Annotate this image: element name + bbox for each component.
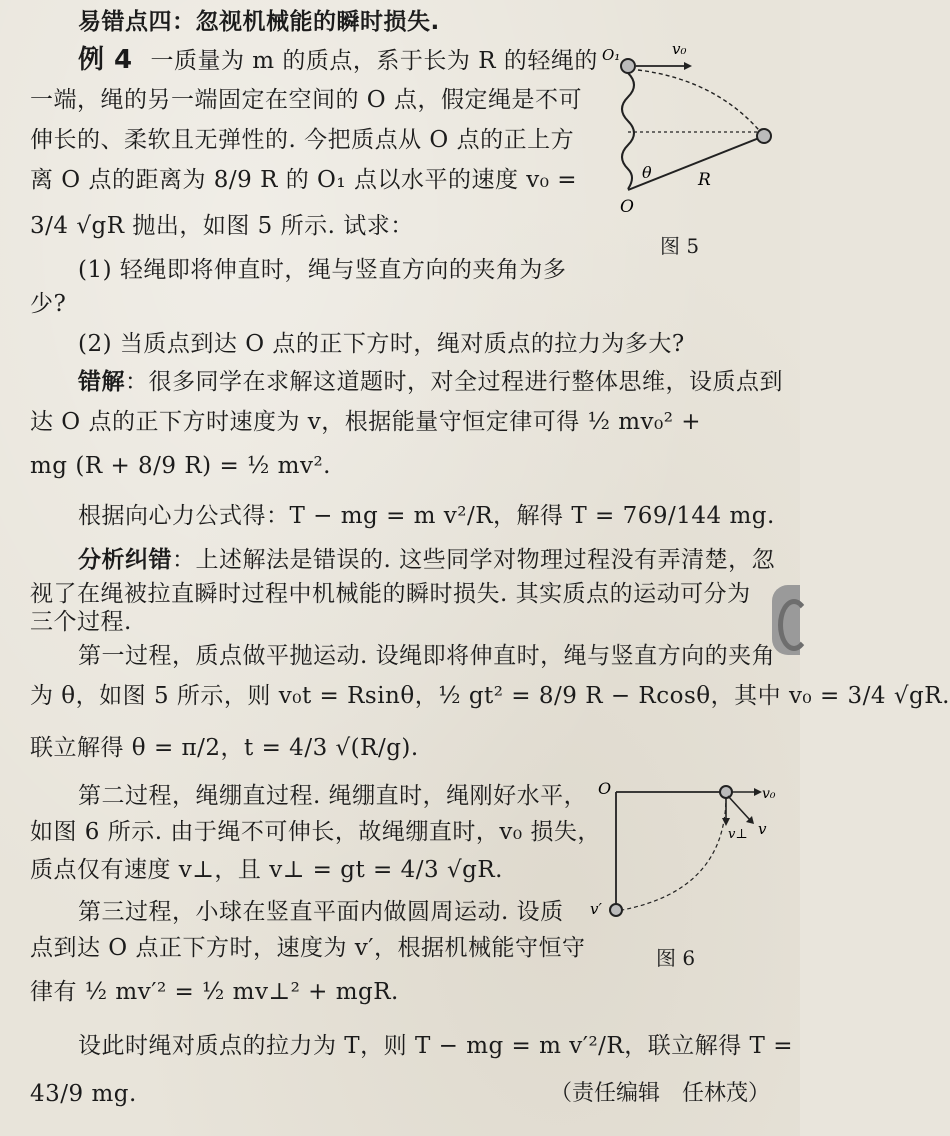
problem-line-4: 离 O 点的距离为 8/9 R 的 O₁ 点以水平的速度 v₀ = [30,167,578,193]
fig5-trajectory [638,70,764,136]
section-heading: 易错点四：忽视机械能的瞬时损失. [78,9,440,35]
fig5-start-point [621,59,635,73]
problem-line-2: 一端，绳的另一端固定在空间的 O 点，假定绳是不可 [30,87,582,113]
analysis-line-4: 第一过程，质点做平抛运动. 设绳即将伸直时，绳与竖直方向的夹角 [78,643,776,669]
svg-text:v′: v′ [590,900,602,918]
analysis-line-7: 第二过程，绳绷直过程. 绳绷直时，绳刚好水平， [78,783,588,809]
svg-text:θ: θ [642,163,652,182]
example-label: 例 4 [78,45,133,75]
svg-text:O₁: O₁ [602,46,621,64]
analysis-line-12: 律有 ½ mv′² = ½ mv⊥² + mgR. [30,979,399,1005]
analysis-line-11: 点到达 O 点正下方时，速度为 v′，根据机械能守恒守 [30,935,586,961]
figure-5-diagram [598,40,788,220]
analysis-line-2: 视了在绳被拉直瞬时过程中机械能的瞬时损失. 其实质点的运动可分为 [30,581,751,607]
wrong-solution-label: 错解 [78,369,125,395]
editor-credit: （责任编辑 任林茂） [549,1081,770,1106]
question-1-line-2: 少? [30,291,67,317]
svg-text:v⊥: v⊥ [728,827,748,842]
fig5-wavy-line [622,73,634,189]
fig5-mass [757,129,771,143]
question-2: (2) 当质点到达 O 点的正下方时，绳对质点的拉力为多大? [78,331,685,357]
wrong-solution-line-2: 达 O 点的正下方时速度为 v，根据能量守恒定律可得 ½ mv₀² + [30,409,702,435]
fig6-mass-top [720,786,732,798]
figure-5-caption: 图 5 [660,234,700,258]
wrong-solution-line-3: mg (R + 8/9 R) = ½ mv². [30,453,331,479]
analysis-line-9: 质点仅有速度 v⊥，且 v⊥ = gt = 4/3 √gR. [30,857,503,883]
svg-text:v₀: v₀ [762,786,776,802]
analysis-label: 分析纠错 [78,547,172,573]
question-1-line-1: (1) 轻绳即将伸直时，绳与竖直方向的夹角为多 [78,257,567,283]
analysis-line-8: 如图 6 所示. 由于绳不可伸长，故绳绷直时，v₀ 损失， [30,819,601,845]
svg-text:O: O [598,779,612,798]
problem-line-5: 3/4 √gR 抛出，如图 5 所示. 试求： [30,213,414,239]
page-edge-tab [772,585,800,655]
analysis-line-5: 为 θ，如图 5 所示，则 v₀t = Rsinθ，½ gt² = 8/9 R − Rcosθ，其中 v₀ = 3/4 √gR. [30,683,950,709]
analysis-line-10: 第三过程，小球在竖直平面内做圆周运动. 设质 [78,899,564,925]
svg-text:v₀: v₀ [672,40,687,58]
problem-line-3: 伸长的、柔软且无弹性的. 今把质点从 O 点的正上方 [30,127,575,153]
figure-6-diagram [586,780,786,930]
analysis-line-6: 联立解得 θ = π/2，t = 4/3 √(R/g). [30,735,419,761]
analysis-line-3: 三个过程. [30,609,132,635]
wrong-solution-line-4: 根据向心力公式得：T − mg = m v²/R，解得 T = 769/144 mg. [78,503,775,529]
analysis-line-1: 分析纠错：上述解法是错误的. 这些同学对物理过程没有弄清楚，忽 [78,547,776,573]
svg-text:v: v [758,820,767,838]
analysis-line-13: 设此时绳对质点的拉力为 T，则 T − mg = m v′²/R，联立解得 T = [78,1033,793,1059]
fig6-circular-path [622,796,726,910]
wrong-solution-line-1: 错解：很多同学在求解这道题时，对全过程进行整体思维，设质点到 [78,369,783,395]
figure-6-caption: 图 6 [656,946,696,970]
svg-text:R: R [698,170,711,190]
svg-text:O: O [620,197,634,217]
problem-line-1: 例 4 一质量为 m 的质点，系于长为 R 的轻绳的 [78,45,598,75]
analysis-line-14: 43/9 mg. [30,1081,137,1107]
fig6-mass-bottom [610,904,622,916]
